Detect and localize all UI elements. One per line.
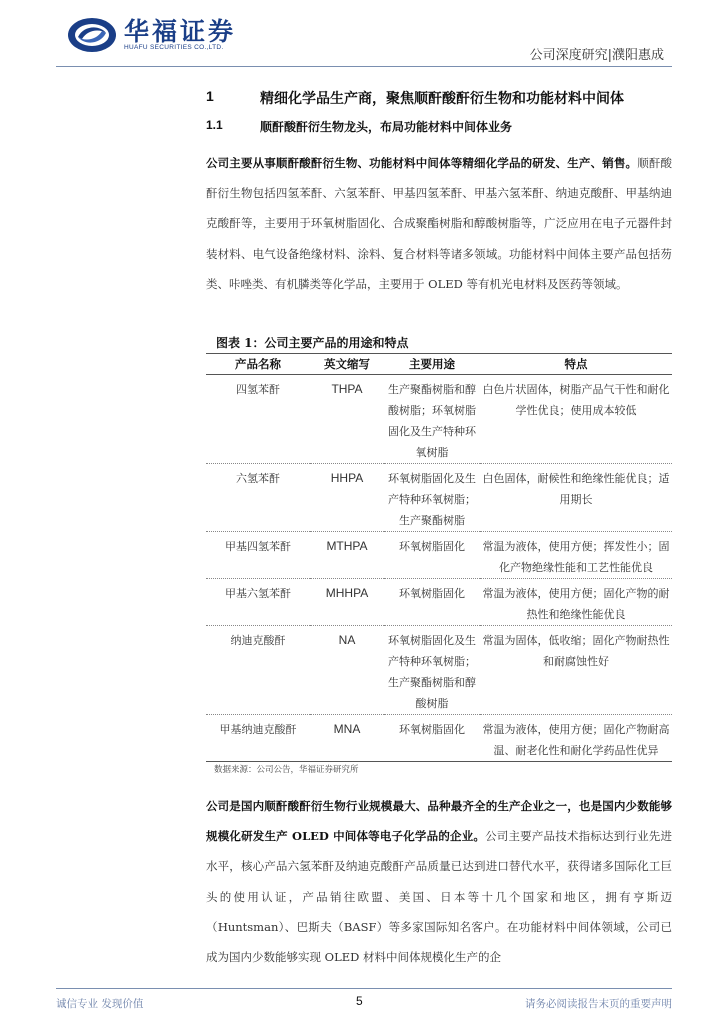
product-name: 四氢苯酐 xyxy=(206,375,310,464)
table-title: 图表 1：公司主要产品的用途和特点 xyxy=(216,336,409,350)
header-main-use: 主要用途 xyxy=(384,354,480,375)
product-abbr: MHHPA xyxy=(310,579,384,626)
section-title: 精细化学品生产商，聚焦顺酐酸酐衍生物和功能材料中间体 xyxy=(260,91,624,107)
product-name: 甲基四氢苯酐 xyxy=(206,532,310,579)
header-feature: 特点 xyxy=(480,354,672,375)
section-number: 1 xyxy=(206,88,214,104)
position-bold-text: 公司是国内顺酐酸酐衍生物行业规模最大、品种最齐全的生产企业之一，也是国内少数能够规模化研发生产 OLED 中间体等电子化学品的企业。 xyxy=(206,799,672,844)
product-abbr: THPA xyxy=(310,375,384,464)
intro-paragraph xyxy=(206,148,672,299)
table-row xyxy=(206,715,672,762)
intro-bold-text: 公司主要从事顺酐酸酐衍生物、功能材料中间体等精细化学品的研发、生产、销售。 xyxy=(206,156,638,170)
table-source: 数据来源：公司公告，华福证券研究所 xyxy=(214,765,359,775)
header-abbreviation: 英文缩写 xyxy=(310,354,384,375)
product-name: 甲基六氢苯酐 xyxy=(206,579,310,626)
table-row xyxy=(206,464,672,532)
product-use: 环氧树脂固化及生产特种环氧树脂；生产聚酯树脂 xyxy=(384,464,480,532)
product-name: 纳迪克酸酐 xyxy=(206,626,310,715)
company-position-paragraph xyxy=(206,791,672,972)
products-table xyxy=(206,353,672,762)
header-divider xyxy=(56,66,672,67)
product-feature: 白色固体，耐候性和绝缘性能优良；适用期长 xyxy=(480,464,672,532)
intro-body-text: 顺酐酸酐衍生物包括四氢苯酐、六氢苯酐、甲基四氢苯酐、甲基六氢苯酐、纳迪克酸酐、甲基纳迪克酸酐等，主要用于环氧树脂固化、合成聚酯树脂和醇酸树脂等，广泛应用在电子元器件封装材料、电气设备绝缘材料、涂料、复合材料等诸多领域。功能材料中间体主要产品包括芴类、咔唑类、有机膦类等化学品，主要用于 OLED 等有机光电材料及医药等领域。 xyxy=(206,156,673,291)
huafu-logo-icon xyxy=(66,15,118,55)
product-feature: 白色片状固体，树脂产品气干性和耐化学性优良；使用成本较低 xyxy=(480,375,672,464)
table-row xyxy=(206,579,672,626)
position-body-text: 公司主要产品技术指标达到行业先进水平，核心产品六氢苯酐及纳迪克酸酐产品质量已达到进口替代水平，获得诸多国际化工巨头的使用认证，产品销往欧盟、美国、日本等十几个国家和地区，拥有亨斯迈（Huntsman）、巴斯夫（BASF）等多家国际知名客户。在功能材料中间体领域，公司已成为国内少数能够实现 OLED 材料中间体规模化生产的企 xyxy=(206,829,672,965)
product-use: 环氧树脂固化及生产特种环氧树脂；生产聚酯树脂和醇酸树脂 xyxy=(384,626,480,715)
table-row xyxy=(206,626,672,715)
brand-name: 华福证券 xyxy=(124,17,237,46)
product-use: 环氧树脂固化 xyxy=(384,532,480,579)
table-header-row xyxy=(206,354,672,375)
product-abbr: MTHPA xyxy=(310,532,384,579)
footer-disclaimer: 请务必阅读报告末页的重要声明 xyxy=(525,998,672,1010)
product-use: 环氧树脂固化 xyxy=(384,579,480,626)
product-abbr: MNA xyxy=(310,715,384,762)
product-abbr: NA xyxy=(310,626,384,715)
product-feature: 常温为液体，使用方便；挥发性小；固化产物绝缘性能和工艺性能优良 xyxy=(480,532,672,579)
product-use: 生产聚酯树脂和醇酸树脂；环氧树脂固化及生产特种环氧树脂 xyxy=(384,375,480,464)
table-row xyxy=(206,375,672,464)
product-feature: 常温为液体，使用方便；固化产物耐高温、耐老化性和耐化学药品性优异 xyxy=(480,715,672,762)
product-name: 甲基纳迪克酸酐 xyxy=(206,715,310,762)
report-type: 公司深度研究|濮阳惠成 xyxy=(529,48,664,63)
header-product-name: 产品名称 xyxy=(206,354,310,375)
product-feature: 常温为固体，低收缩；固化产物耐热性和耐腐蚀性好 xyxy=(480,626,672,715)
product-name: 六氢苯酐 xyxy=(206,464,310,532)
product-feature: 常温为液体，使用方便；固化产物的耐热性和绝缘性能优良 xyxy=(480,579,672,626)
footer-slogan: 诚信专业 发现价值 xyxy=(56,998,144,1010)
page-number: 5 xyxy=(356,994,363,1008)
subsection-number: 1.1 xyxy=(206,118,223,132)
page-header xyxy=(0,0,724,70)
product-use: 环氧树脂固化 xyxy=(384,715,480,762)
table-row xyxy=(206,532,672,579)
product-abbr: HHPA xyxy=(310,464,384,532)
brand-name-english: HUAFU SECURITIES CO.,LTD. xyxy=(124,44,224,51)
footer-divider xyxy=(56,988,672,989)
subsection-title: 顺酐酸酐衍生物龙头，布局功能材料中间体业务 xyxy=(260,120,513,134)
